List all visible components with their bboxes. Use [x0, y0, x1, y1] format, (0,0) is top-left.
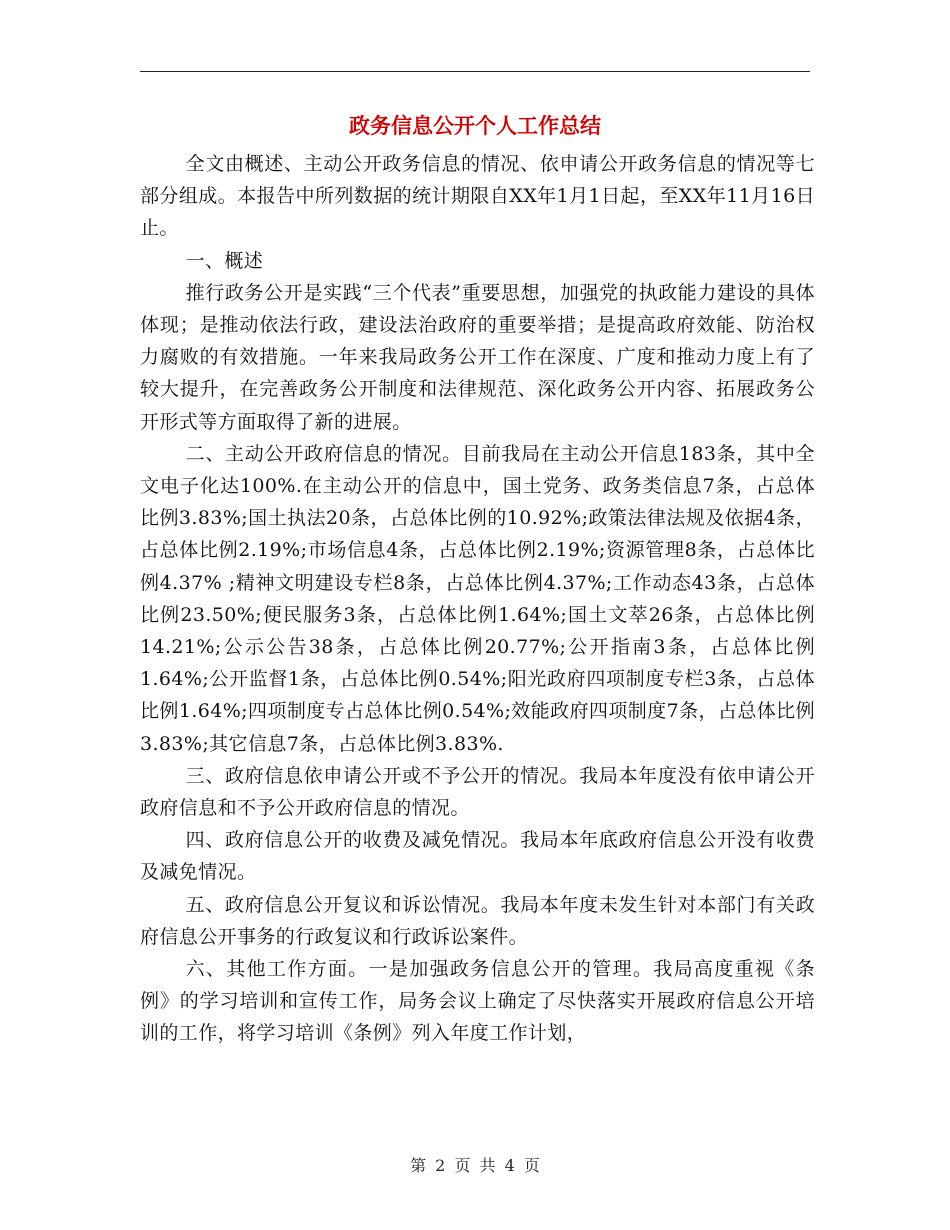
paragraph-fees: 四、政府信息公开的收费及减免情况。我局本年底政府信息公开没有收费及减免情况。	[140, 829, 815, 884]
paragraph-review-litigation: 五、政府信息公开复议和诉讼情况。我局本年度未发生针对本部门有关政府信息公开事务的行政复议和行政诉讼案件。	[140, 893, 815, 948]
page-number: 第 2 页 共 4 页	[410, 1156, 540, 1175]
paragraph-overview: 推行政务公开是实践“三个代表”重要思想，加强党的执政能力建设的具体体现；是推动依法行政，建设法治政府的重要举措；是提高政府效能、防治权力腐败的有效措施。一年来我局政务公开工作在深度、广度和推动力度上有了较大提升，在完善政务公开制度和法律规范、深化政务公开内容、拓展政务公开形式等方面取得了新的进展。	[140, 281, 815, 433]
paragraph-proactive-disclosure: 二、主动公开政府信息的情况。目前我局在主动公开信息183条，其中全文电子化达100%.在主动公开的信息中，国土党务、政务类信息7条，占总体比例3.83%;国土执法20条，占总体比例的10.92%;政策法律法规及依据4条，占总体比例2.19%;市场信息4条，占总体比例2.19%;资源管理8条，占总体比例4.37% ;精神文明建设专栏8条，占总体比例4.37%;工作动态43条，占总体比例23.50%;便民服务3条，占总体比例1.64%;国土文萃26条，占总体比例14.21%;公示公告38条，占总体比例20.77%;公开指南3条，占总体比例1.64%;公开监督1条，占总体比例0.54%;阳光政府四项制度专栏3条，占总体比例1.64%;四项制度专占总体比例0.54%;效能政府四项制度7条，占总体比例3.83%;其它信息7条，占总体比例3.83%.	[140, 442, 815, 755]
paragraph-request-disclosure: 三、政府信息依申请公开或不予公开的情况。我局本年度没有依申请公开政府信息和不予公开政府信息的情况。	[140, 764, 815, 820]
header-rule	[140, 71, 810, 72]
paragraph-intro: 全文由概述、主动公开政务信息的情况、依申请公开政务信息的情况等七部分组成。本报告中所列数据的统计期限自XX年1月1日起，至XX年11月16日止。	[140, 153, 815, 240]
document-body	[140, 148, 815, 1050]
document-title: 政务信息公开个人工作总结	[349, 114, 601, 138]
section-heading-overview: 一、概述	[185, 249, 264, 272]
paragraph-other-work: 六、其他工作方面。一是加强政务信息公开的管理。我局高度重视《条例》的学习培训和宣传工作，局务会议上确定了尽快落实开展政府信息公开培训的工作，将学习培训《条例》列入年度工作计划，	[140, 958, 815, 1045]
